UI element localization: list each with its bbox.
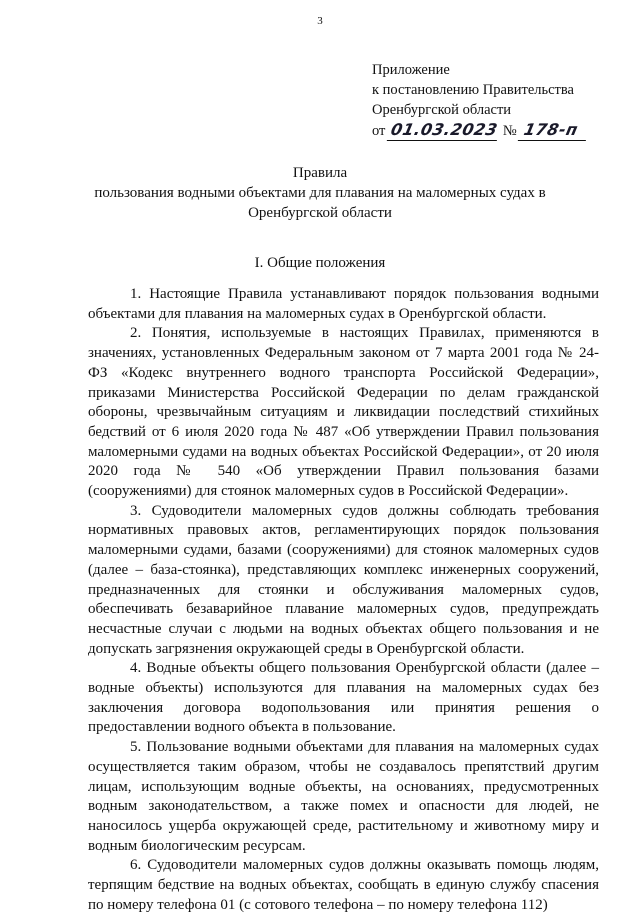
section-heading: I. Общие положения [254, 255, 386, 271]
title-line-2: пользования водными объектами для плавания на маломерных судах в [94, 185, 546, 201]
paragraph-6: 6. Судоводители маломерных судов должны оказывать помощь людям, терпящим бедствие на водных объектах, сообщать в единую службу спасения по номеру телефона 01 (с сотового телефона – по номеру телефона 112) [88, 857, 599, 913]
paragraph-4: 4. Водные объекты общего пользования Оренбургской области (далее – водные объекты) используются для плавания на маломерных судах без заключения договора водопользования или принятия решения о предоставлении водного объекта в пользование. [88, 660, 599, 736]
handwritten-date: 01.03.2023 [387, 120, 502, 141]
handwritten-number: 178-п [518, 120, 590, 141]
title-line-1: Правила [292, 165, 348, 181]
paragraph-1: 1. Настоящие Правила устанавливают порядок пользования водными объектами для плавания на маломерных судах в Оренбургской области. [88, 286, 599, 322]
appendix-region: Оренбургской области [372, 102, 512, 118]
paragraph-5: 5. Пользование водными объектами для плавания на маломерных судах осуществляется таким образом, чтобы не создавалось препятствий другим лицам, использующим водные объекты, на основаниях, предусмотренных водным законодательством, а также помех и опасности для людей, не наносилось ущерба окружающей среде, растительному и животному миру и водным биологическим ресурсам. [88, 739, 599, 854]
appendix-date-line [372, 120, 588, 141]
number-sign: № [502, 123, 517, 139]
document-title [0, 163, 640, 223]
paragraph-3: 3. Судоводители маломерных судов должны соблюдать требования нормативных правовых актов, регламентирующих порядок пользования маломерными судами, базами (сооружениями) для стоянок маломерных судов (далее – база-стоянка), представляющих комплекс инженерных сооружений, предназначенных для стоянки и обслуживания маломерных судов, обеспечивать безаварийное плавание маломерных судов, предупреждать несчастные случаи с людьми на водных объектах общего пользования и не допускать загрязнения окружающей среды в Оренбургской области. [88, 502, 599, 657]
appendix-block [372, 60, 588, 141]
appendix-resolution: к постановлению Правительства [372, 82, 574, 98]
appendix-title: Приложение [372, 62, 450, 78]
page-number: 3 [317, 15, 323, 27]
document-body [88, 285, 599, 916]
title-line-3: Оренбургской области [248, 205, 392, 221]
paragraph-2: 2. Понятия, используемые в настоящих Правилах, применяются в значениях, установленных Федеральным законом от 7 марта 2001 года № 24-ФЗ «Кодекс внутреннего водного транспорта Российской Федерации», приказами Министерства Российской Федерации по делам гражданской обороны, чрезвычайным ситуациям и ликвидации последствий стихийных бедствий от 6 июля 2020 года № 487 «Об утверждении Правил пользования маломерными судами на водных объектах Российской Федерации», от 20 июля 2020 года № 540 «Об утверждении Правил пользования базами (сооружениями) для стоянок маломерных судов в Российской Федерации». [88, 325, 599, 500]
date-prefix: от [372, 123, 386, 139]
